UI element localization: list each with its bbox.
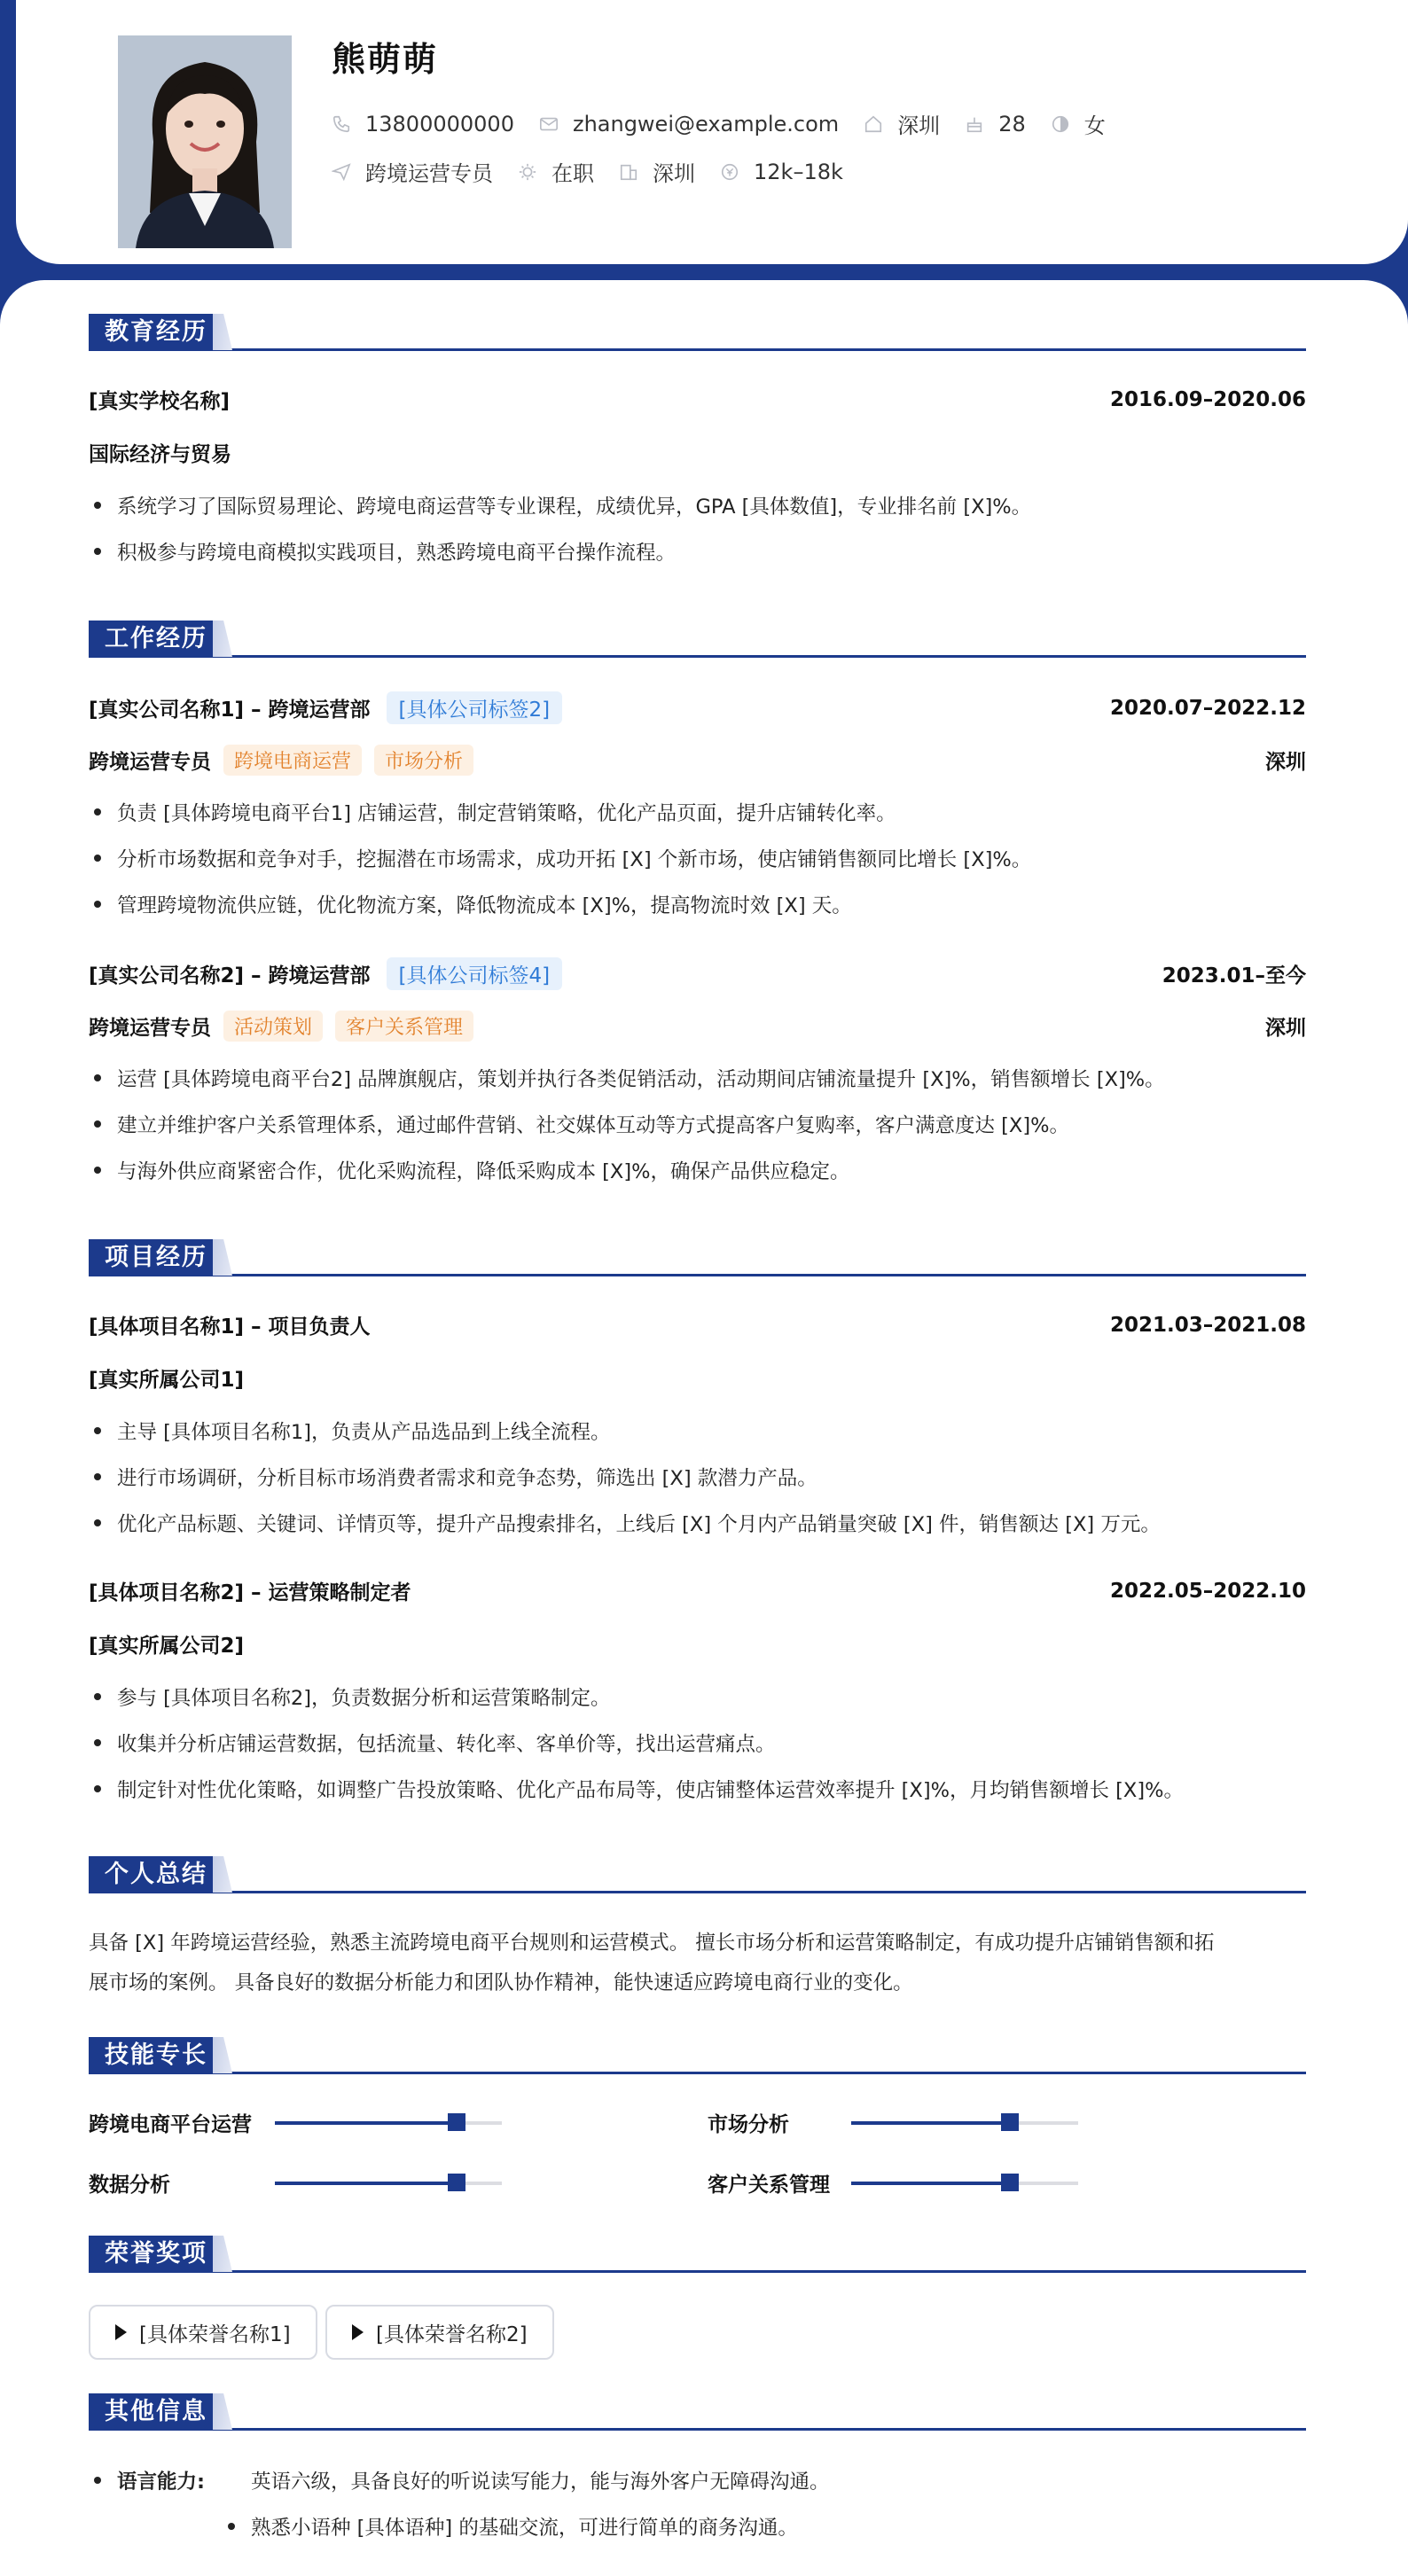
email-text: zhangwei@example.com	[572, 111, 840, 137]
work-city: 深圳	[1265, 1017, 1306, 1040]
list-item: 主导 [具体项目名称1]，负责从产品选品到上线全流程。	[89, 1417, 1330, 1445]
section-tag-tail	[213, 2236, 232, 2272]
project-name: [具体项目名称2] – 运营策略制定者	[89, 1581, 411, 1604]
project-1-company-row	[89, 1363, 1306, 1393]
skill-bar	[851, 2121, 1078, 2125]
section-tag-tail	[213, 1856, 232, 1893]
project-period: 2022.05–2022.10	[1109, 1579, 1306, 1603]
skill-bar-knob	[448, 2174, 465, 2191]
work-role: 跨境运营专员	[89, 751, 211, 774]
phone-icon	[332, 114, 351, 134]
project-company: [真实所属公司2]	[89, 1635, 245, 1658]
triangle-icon	[115, 2324, 127, 2340]
section-projects-header	[89, 1239, 1306, 1276]
gender-icon	[1051, 114, 1070, 134]
work-2-header-row	[89, 957, 1306, 990]
company-tag: [具体公司标签2]	[387, 691, 563, 724]
school-name: [真实学校名称]	[89, 390, 231, 413]
list-item: 积极参与跨境电商模拟实践项目，熟悉跨境电商平台操作流程。	[89, 537, 1330, 566]
honor-chip	[325, 2305, 554, 2360]
work-period: 2023.01–至今	[1162, 964, 1306, 987]
language-item: 熟悉小语种 [具体语种] 的基础交流，可进行简单的商务沟通。	[251, 2517, 798, 2540]
gender-text: 女	[1083, 113, 1106, 138]
summary-line: 展市场的案例。 具备良好的数据分析能力和团队协作精神，能快速适应跨境电商行业的变化。	[89, 1971, 913, 1994]
language-item: 英语六级，具备良好的听说读写能力，能与海外客户无障碍沟通。	[251, 2471, 830, 2494]
target-city-item	[619, 156, 695, 187]
avatar	[118, 35, 292, 248]
section-title: 技能专长	[89, 2037, 223, 2073]
skill-name: 跨境电商平台运营	[89, 2113, 252, 2136]
skill-name: 数据分析	[89, 2174, 170, 2197]
list-item: 进行市场调研，分析目标市场消费者需求和竞争态势，筛选出 [X] 款潜力产品。	[89, 1463, 1330, 1491]
list-item: 运营 [具体跨境电商平台2] 品牌旗舰店，策划并执行各类促销活动，活动期间店铺流量提升 [X]%，销售额增长 [X]%。	[89, 1064, 1330, 1092]
job-intent-row	[332, 156, 868, 187]
work-period: 2020.07–2022.12	[1109, 696, 1306, 720]
phone-text: 13800000000	[365, 111, 514, 137]
language-item-row	[223, 2512, 1287, 2541]
status-icon	[518, 162, 537, 182]
section-tag-tail	[213, 621, 232, 657]
location-item	[864, 108, 940, 139]
location-text: 深圳	[897, 113, 941, 138]
section-other-header	[89, 2393, 1306, 2431]
skill-bar	[851, 2182, 1078, 2185]
skill-bar-fill	[275, 2182, 457, 2185]
company-tag: [具体公司标签4]	[387, 957, 563, 990]
email-item	[539, 112, 839, 137]
skill-bar-fill	[275, 2121, 457, 2125]
skill-tag: 市场分析	[374, 745, 473, 776]
work-city: 深圳	[1265, 751, 1306, 774]
project-1-header-row	[89, 1310, 1306, 1339]
status-text: 在职	[551, 161, 594, 186]
avatar-photo	[118, 35, 292, 248]
phone-item	[332, 112, 514, 137]
list-item: 制定针对性优化策略，如调整广告投放策略、优化产品布局等，使店铺整体运营效率提升 [X]%，月均销售额增长 [X]%。	[89, 1775, 1330, 1803]
contact-row	[332, 108, 1130, 139]
section-title: 工作经历	[89, 621, 223, 657]
skill-tag: 活动策划	[223, 1011, 323, 1042]
list-item: 与海外供应商紧密合作，优化采购流程，降低采购成本 [X]%，确保产品供应稳定。	[89, 1156, 1330, 1184]
section-tag-tail	[213, 2037, 232, 2073]
home-icon	[864, 114, 883, 134]
education-period: 2016.09–2020.06	[1109, 387, 1306, 411]
honor-chip	[89, 2305, 317, 2360]
skill-tag: 客户关系管理	[335, 1011, 473, 1042]
job-title-text: 跨境运营专员	[365, 161, 493, 186]
building-icon	[619, 162, 638, 182]
major: 国际经济与贸易	[89, 443, 231, 466]
section-work-header	[89, 621, 1306, 658]
list-item: 收集并分析店铺运营数据，包括流量、转化率、客单价等，找出运营痛点。	[89, 1729, 1330, 1757]
education-header-row	[89, 385, 1306, 414]
skill-bar	[275, 2121, 502, 2125]
section-title: 个人总结	[89, 1856, 223, 1893]
work-1-role-row	[89, 745, 1306, 776]
list-item: 管理跨境物流供应链，优化物流方案，降低物流成本 [X]%，提高物流时效 [X] 天。	[89, 890, 1330, 918]
send-icon	[332, 162, 351, 182]
project-2-header-row	[89, 1576, 1306, 1605]
section-honors-header	[89, 2236, 1306, 2273]
salary-text: 12k–18k	[754, 159, 843, 184]
target-city-text: 深圳	[653, 161, 695, 186]
list-item: 优化产品标题、关键词、详情页等，提升产品搜索排名，上线后 [X] 个月内产品销量突破 [X] 件，销售额达 [X] 万元。	[89, 1509, 1330, 1537]
status-item	[518, 156, 594, 187]
work-1-header-row	[89, 691, 1306, 724]
language-label: 语言能力:	[117, 2471, 205, 2494]
section-tag-tail	[213, 314, 232, 350]
section-title: 教育经历	[89, 314, 223, 350]
section-title: 项目经历	[89, 1239, 223, 1276]
summary-line: 具备 [X] 年跨境运营经验，熟悉主流跨境电商平台规则和运营模式。 擅长市场分析和运营策略制定，有成功提升店铺销售额和拓	[89, 1932, 1215, 1955]
skill-bar-knob	[1001, 2113, 1019, 2131]
work-company: [真实公司名称2] – 跨境运营部	[89, 964, 371, 987]
list-item: 建立并维护客户关系管理体系，通过邮件营销、社交媒体互动等方式提高客户复购率，客户满意度达 [X]%。	[89, 1110, 1330, 1138]
project-period: 2021.03–2021.08	[1109, 1313, 1306, 1337]
skill-name: 客户关系管理	[708, 2174, 830, 2197]
list-item: 系统学习了国际贸易理论、跨境电商运营等专业课程，成绩优异，GPA [具体数值]，专业排名前 [X]%。	[89, 491, 1330, 519]
age-text: 28	[998, 111, 1026, 137]
list-item: 参与 [具体项目名称2]，负责数据分析和运营策略制定。	[89, 1682, 1330, 1711]
section-title: 其他信息	[89, 2393, 223, 2430]
cake-icon	[965, 114, 984, 134]
section-tag-tail	[213, 2393, 232, 2430]
work-role: 跨境运营专员	[89, 1017, 211, 1040]
money-icon	[720, 162, 739, 182]
profile-header	[16, 0, 1408, 264]
email-icon	[539, 114, 559, 134]
salary-item	[720, 160, 843, 184]
education-major-row	[89, 438, 1306, 467]
skill-tag: 跨境电商运营	[223, 745, 362, 776]
honor-name: [具体荣誉名称2]	[376, 2322, 528, 2346]
skill-bar-fill	[851, 2182, 1010, 2185]
language-row	[89, 2466, 1330, 2494]
section-tag-tail	[213, 1239, 232, 1276]
section-title: 荣誉奖项	[89, 2236, 223, 2272]
triangle-icon	[352, 2324, 364, 2340]
age-item	[965, 112, 1026, 137]
project-name: [具体项目名称1] – 项目负责人	[89, 1315, 371, 1339]
section-skills-header	[89, 2037, 1306, 2074]
skill-bar-knob	[448, 2113, 465, 2131]
skill-bar-fill	[851, 2121, 1010, 2125]
work-company: [真实公司名称1] – 跨境运营部	[89, 699, 371, 722]
honor-name: [具体荣誉名称1]	[139, 2322, 291, 2346]
summary-text	[89, 1924, 1312, 2003]
skill-bar-knob	[1001, 2174, 1019, 2191]
skill-name: 市场分析	[708, 2113, 789, 2136]
gender-item	[1051, 108, 1106, 139]
job-title-item	[332, 156, 493, 187]
project-2-company-row	[89, 1629, 1306, 1659]
project-company: [真实所属公司1]	[89, 1369, 245, 1392]
work-2-role-row	[89, 1011, 1306, 1042]
list-item: 分析市场数据和竞争对手，挖掘潜在市场需求，成功开拓 [X] 个新市场，使店铺销售额同比增长 [X]%。	[89, 844, 1330, 872]
section-summary-header	[89, 1856, 1306, 1893]
skill-bar	[275, 2182, 502, 2185]
candidate-name: 熊萌萌	[332, 40, 439, 79]
list-item: 负责 [具体跨境电商平台1] 店铺运营，制定营销策略，优化产品页面，提升店铺转化率。	[89, 798, 1330, 826]
section-education-header	[89, 314, 1306, 351]
